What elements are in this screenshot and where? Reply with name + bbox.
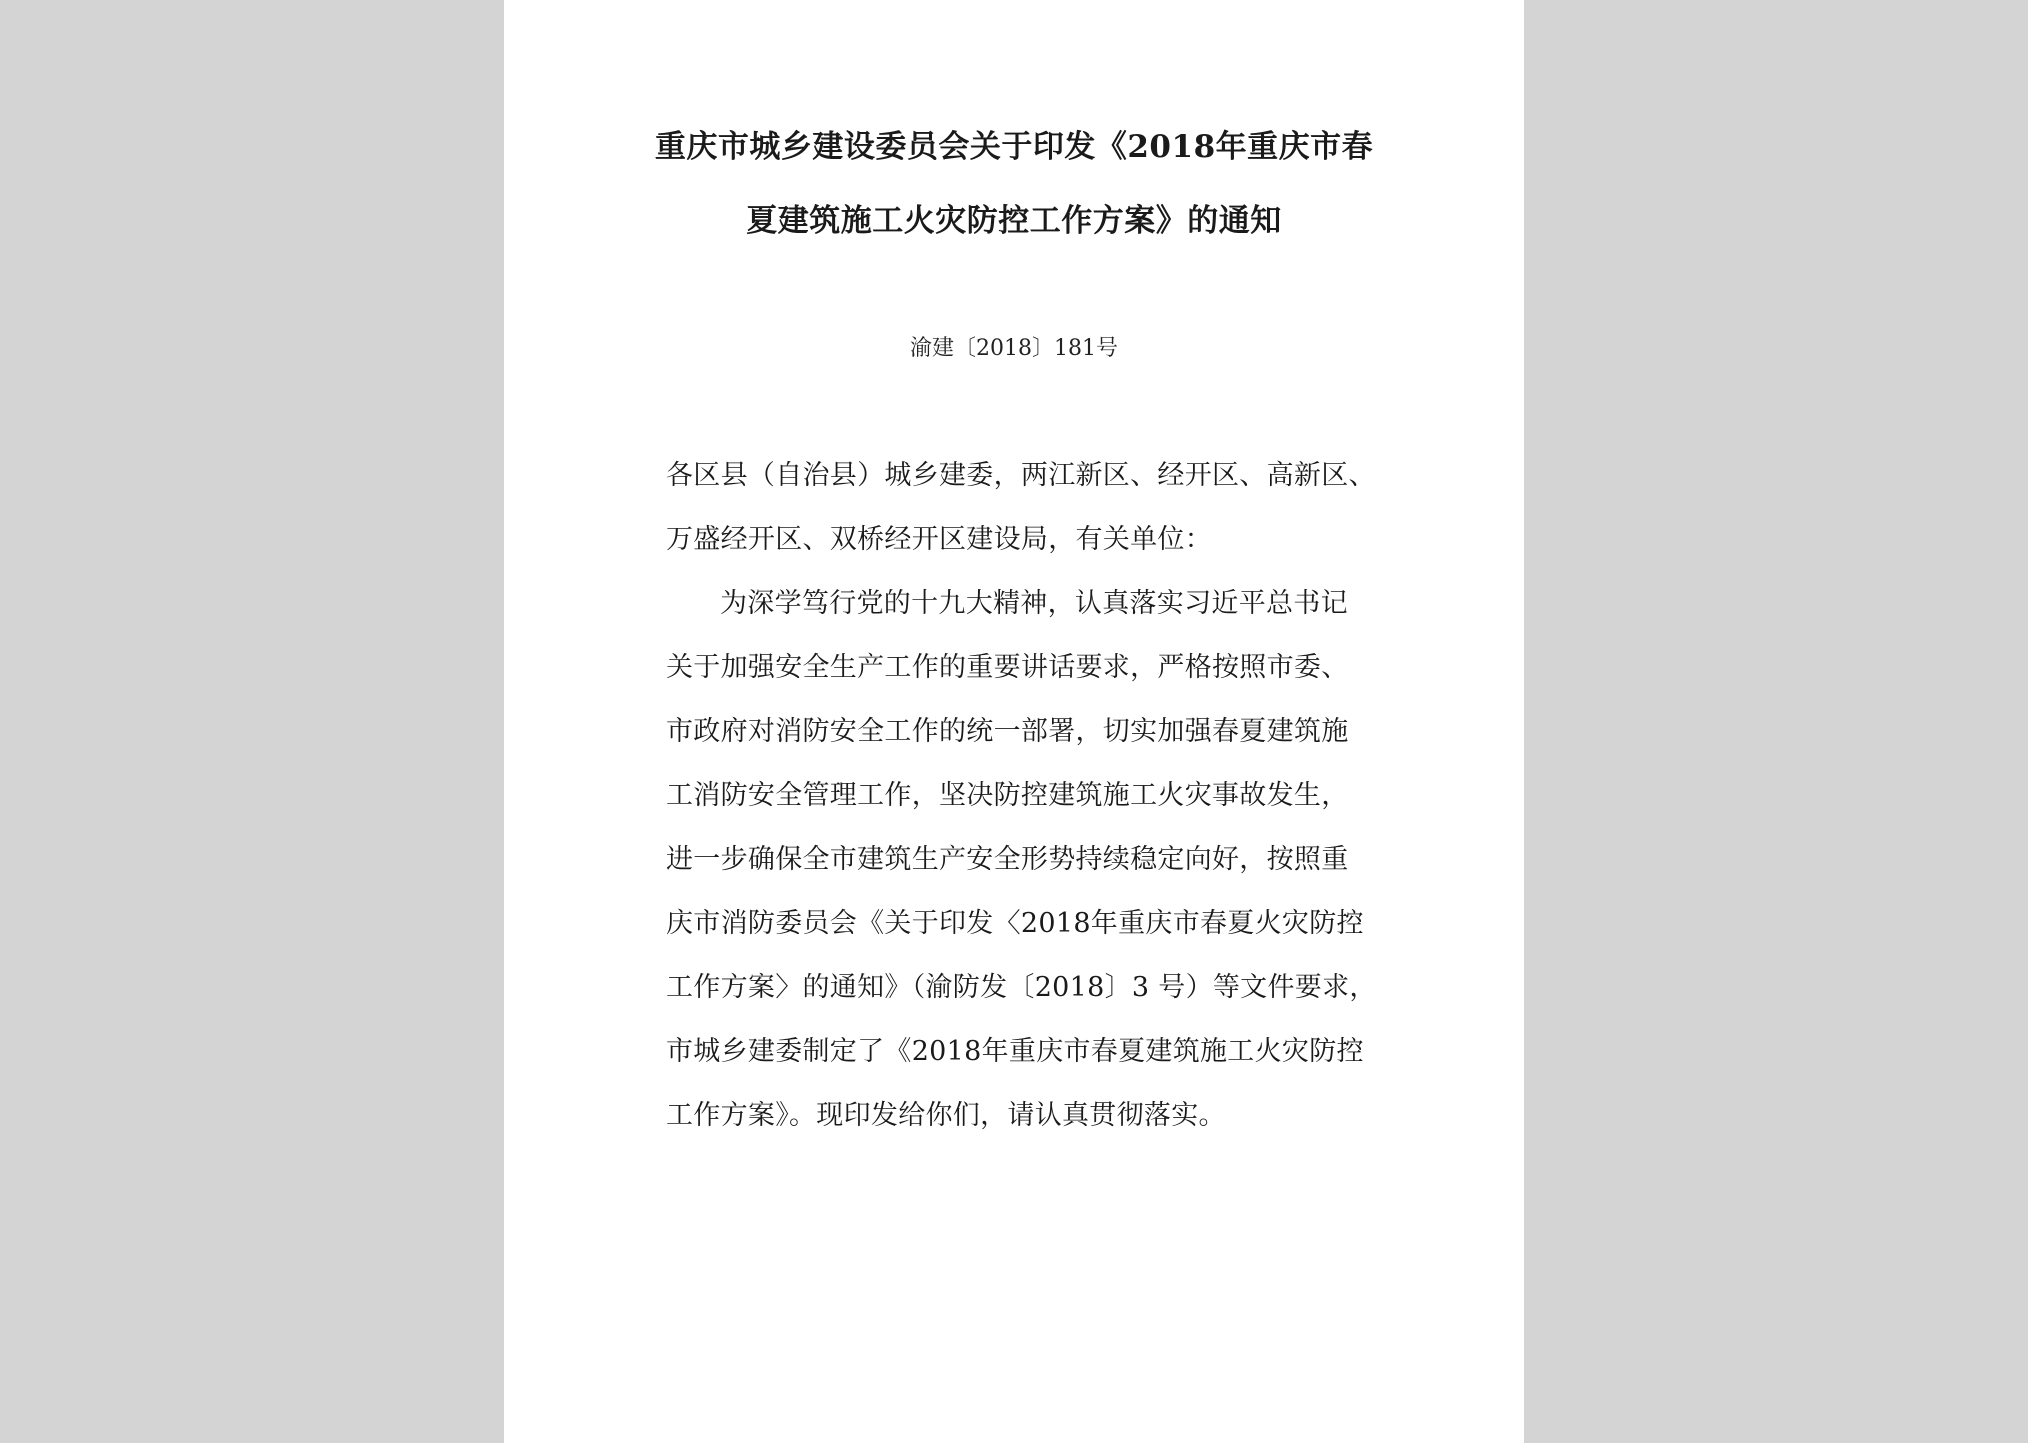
paragraph-line-3: 市政府对消防安全工作的统一部署，切实加强春夏建筑施 [666,716,1349,747]
addressee-line-2: 万盛经开区、双桥经开区建设局，有关单位： [666,524,1212,555]
document-title-line-1: 重庆市城乡建设委员会关于印发《2018年重庆市春 [654,129,1374,165]
paragraph-line-2: 关于加强安全生产工作的重要讲话要求，严格按照市委、 [666,652,1349,683]
paragraph-line-7: 工作方案〉的通知》（渝防发〔2018〕3 号）等文件要求， [666,972,1377,1003]
document-page [504,0,1524,1443]
paragraph-line-5: 进一步确保全市建筑生产安全形势持续稳定向好，按照重 [666,844,1349,875]
paragraph-line-6: 庆市消防委员会《关于印发〈2018年重庆市春夏火灾防控 [666,908,1364,939]
paragraph-line-9: 工作方案》。现印发给你们，请认真贯彻落实。 [666,1100,1226,1131]
document-number: 渝建〔2018〕181号 [910,336,1118,361]
document-title-line-2: 夏建筑施工火灾防控工作方案》的通知 [746,203,1282,239]
paragraph-line-1: 为深学笃行党的十九大精神，认真落实习近平总书记 [720,588,1348,619]
paragraph-line-8: 市城乡建委制定了《2018年重庆市春夏建筑施工火灾防控 [666,1036,1364,1067]
paragraph-line-4: 工消防安全管理工作，坚决防控建筑施工火灾事故发生， [666,780,1349,811]
addressee-line-1: 各区县（自治县）城乡建委，两江新区、经开区、高新区、 [666,460,1376,491]
